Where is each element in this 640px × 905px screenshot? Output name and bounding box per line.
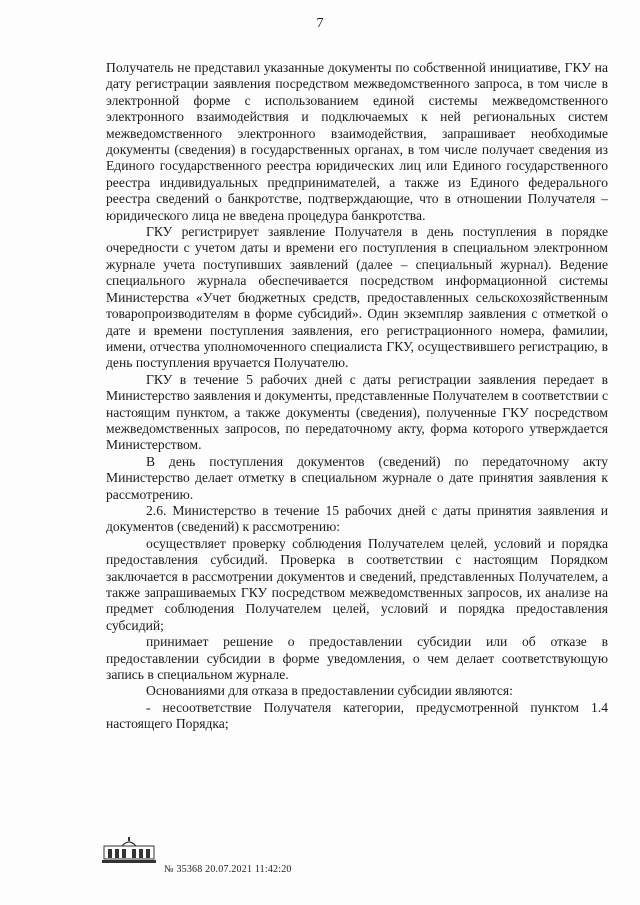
paragraph-decision: принимает решение о предоставлении субсидии или об отказе в предоставлении субсидии в форме уведомления, о чем делает соответствующую запись в специальном журнале. <box>106 634 608 683</box>
paragraph-section-2-6: 2.6. Министерство в течение 15 рабочих дней с даты принятия заявления и документов (сведений) к рассмотрению: <box>106 502 608 535</box>
paragraph-refusal-item-1: - несоответствие Получателя категории, предусмотренной пунктом 1.4 настоящего Порядка; <box>106 699 608 732</box>
paragraph-transfer-to-ministry: ГКУ в течение 5 рабочих дней с даты регистрации заявления передает в Министерство заявления и документы, представленные Получателем в соответствии с настоящим пунктом, а также документы (сведения), полученные ГКУ посредством межведомственных запросов, по передаточному акту, форма которого утверждается Министерством. <box>106 371 608 453</box>
footer-stamp <box>100 836 400 886</box>
paragraph-request-documents: Получатель не представил указанные документы по собственной инициативе, ГКУ на дату регистрации заявления посредством межведомственного запроса, в том числе в электронной форме с использованием единой системы межведомственного электронного взаимодействия и подключаемых к ней региональных систем межведомственного электронного взаимодействия, запрашивает необходимые документы (сведения) в государственных органах, в том числе получает сведения из Единого государственного реестра юридических лиц или Единого государственного реестра индивидуальных предпринимателей, а также из Единого федерального реестра сведений о банкротстве, подтверждающие, что в отношении Получателя – юридического лица не введена процедура банкротства. <box>106 60 608 223</box>
paragraph-registration: ГКУ регистрирует заявление Получателя в день поступления в порядке очередности с учетом даты и времени его поступления в специальном электронном журнале учета поступивших заявлений (далее – специальный журнал). Ведение специального журнала обеспечивается посредством информационной системы Министерства «Учет бюджетных средств, предоставленных сельскохозяйственным товаропроизводителям в форме субсидий». Один экземпляр заявления с отметкой о дате и времени поступления заявления, его регистрационного номера, фамилии, имени, отчества уполномоченного специалиста ГКУ, осуществившего регистрацию, в день поступления вручается Получателю. <box>106 224 608 371</box>
page-number: 7 <box>316 16 324 31</box>
government-building-icon <box>100 836 158 864</box>
paragraph-acceptance-mark: В день поступления документов (сведений) по передаточному акту Министерство делает отметку в специальном журнале о дате принятия заявления к рассмотрению. <box>106 453 608 502</box>
document-body <box>106 60 608 733</box>
paragraph-verification: осуществляет проверку соблюдения Получателем целей, условий и порядка предоставления субсидий. Проверка в соответствии с настоящим Порядком заключается в рассмотрении документов и сведений, представленных Получателем, а также запрашиваемых ГКУ посредством межведомственных запросов, их анализе на предмет соблюдения Получателем целей, условий и порядка предоставления субсидий; <box>106 535 608 633</box>
paragraph-refusal-grounds: Основаниями для отказа в предоставлении субсидии являются: <box>146 683 513 699</box>
registration-stamp: № 35368 20.07.2021 11:42:20 <box>164 864 292 875</box>
